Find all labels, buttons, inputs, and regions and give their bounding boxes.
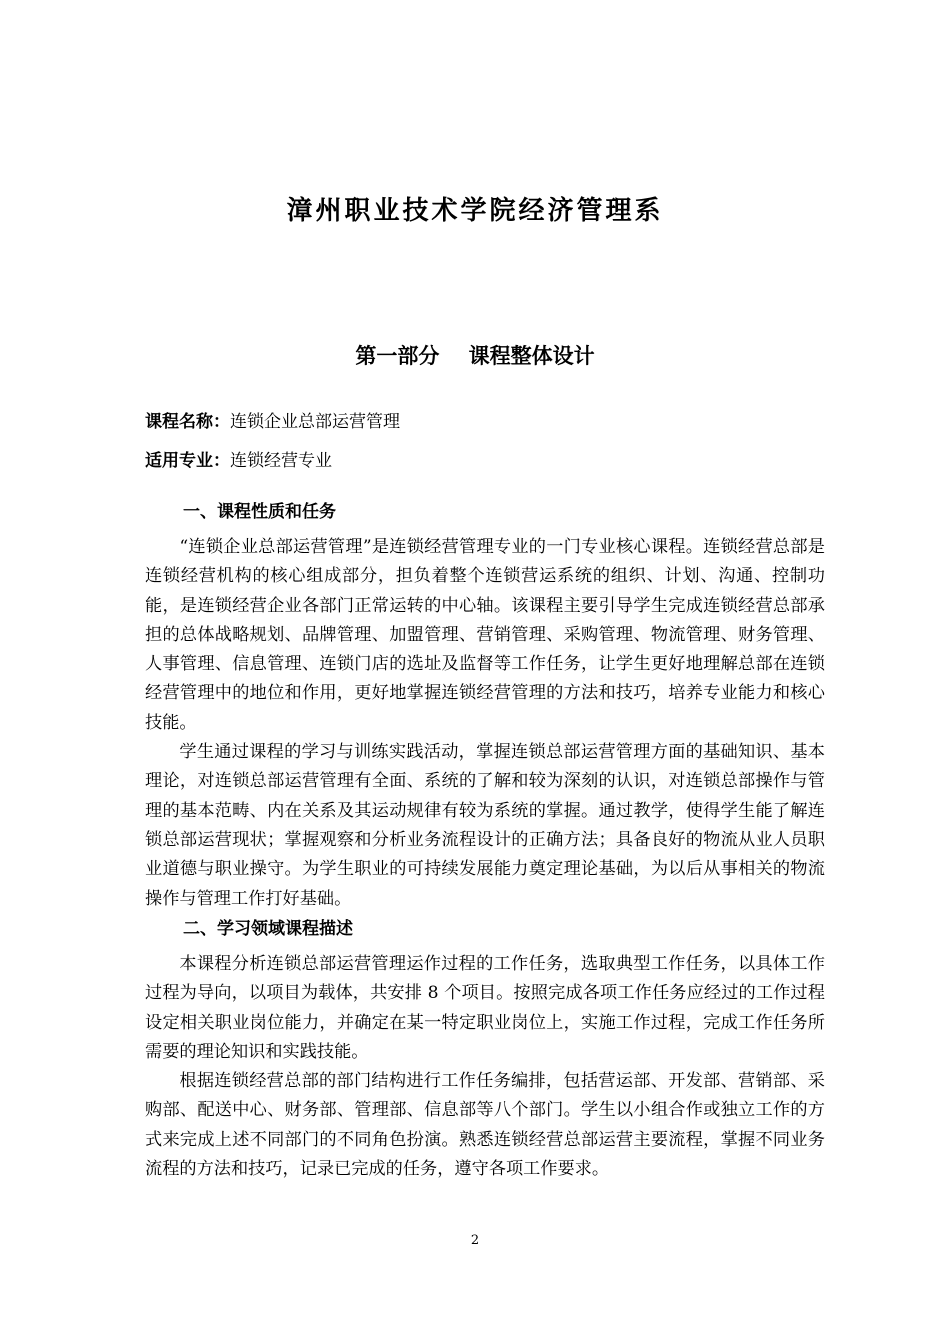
- part-title: 第一部分 课程整体设计: [355, 344, 595, 368]
- paragraph: “连锁企业总部运营管理”是连锁经营管理专业的一门专业核心课程。连锁经营总部是连锁经营机构的核心组成部分，担负着整个连锁营运系统的组织、计划、沟通、控制功能，是连锁经营企业各部门正常运转的中心轴。该课程主要引导学生完成连锁经营总部承担的总体战略规划、品牌管理、加盟管理、营销管理、采购管理、物流管理、财务管理、人事管理、信息管理、连锁门店的选址及监督等工作任务，让学生更好地理解总部在连锁经营管理中的地位和作用，更好地掌握连锁经营管理的方法和技巧，培养专业能力和核心技能。: [145, 537, 825, 733]
- major-line: [145, 446, 332, 471]
- section-heading-description: 二、学习领域课程描述: [183, 919, 353, 939]
- paragraph: 本课程分析连锁总部运营管理运作过程的工作任务，选取典型工作任务，以具体工作过程为导向，以项目为载体，共安排 8 个项目。按照完成各项工作任务应经过的工作过程设定相关职业岗位能力，并确定在某一特定职业岗位上，实施工作过程，完成工作任务所需要的理论知识和实践技能。: [145, 954, 825, 1062]
- course-name-value: 连锁企业总部运营管理: [230, 412, 400, 432]
- course-name-line: [145, 407, 400, 432]
- section-body-nature: [145, 533, 825, 914]
- department-title: 漳州职业技术学院经济管理系: [286, 196, 664, 226]
- page-number: 2: [470, 1233, 480, 1248]
- section-body-description: [145, 950, 825, 1184]
- major-label: 适用专业：: [145, 451, 230, 471]
- paragraph: 学生通过课程的学习与训练实践活动，掌握连锁总部运营管理方面的基础知识、基本理论，对连锁总部运营管理有全面、系统的了解和较为深刻的认识，对连锁总部操作与管理的基本范畴、内在关系及其运动规律有较为系统的掌握。通过教学，使得学生能了解连锁总部运营现状；掌握观察和分析业务流程设计的正确方法；具备良好的物流从业人员职业道德与职业操守。为学生职业的可持续发展能力奠定理论基础，为以后从事相关的物流操作与管理工作打好基础。: [145, 742, 825, 909]
- section-heading-nature: 一、课程性质和任务: [183, 502, 336, 522]
- major-value: 连锁经营专业: [230, 451, 332, 471]
- paragraph: 根据连锁经营总部的部门结构进行工作任务编排，包括营运部、开发部、营销部、采购部、配送中心、财务部、管理部、信息部等八个部门。学生以小组合作或独立工作的方式来完成上述不同部门的不同角色扮演。熟悉连锁经营总部运营主要流程，掌握不同业务流程的方法和技巧，记录已完成的任务，遵守各项工作要求。: [145, 1071, 825, 1180]
- course-name-label: 课程名称：: [145, 412, 230, 432]
